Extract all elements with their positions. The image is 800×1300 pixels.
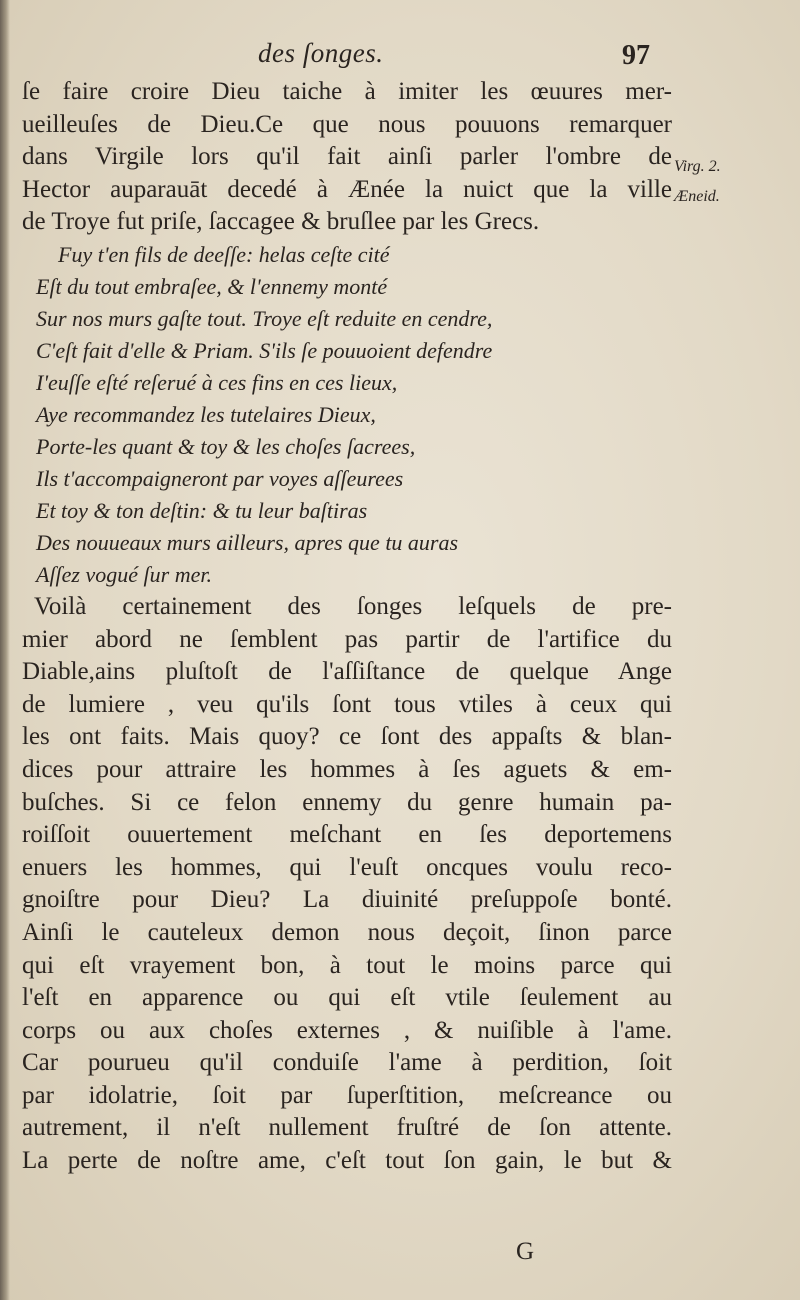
margin-notes (674, 152, 794, 212)
text-line: Voilà certainement des ſonges leſquels de pre- (34, 592, 672, 620)
margin-note: Æneid. (674, 188, 720, 205)
closing-paragraph (22, 591, 672, 1178)
verse-line: Aſſez vogué ſur mer. (36, 561, 212, 587)
verse-line: Eſt du tout embraſee, & l'ennemy monté (36, 273, 388, 299)
verse-line: Fuy t'en fils de deeſſe: helas ceſte cité (58, 241, 390, 267)
verse-line: I'euſſe eſté reſerué à ces fins en ces lieux, (36, 369, 398, 395)
page-header (0, 38, 800, 78)
intro-paragraph (22, 76, 672, 239)
page-body (22, 76, 672, 1178)
text-line: mier abord ne ſemblent pas partir de l'artifice du (22, 625, 672, 653)
verse-line: Sur nos murs gaſte tout. Troye eſt reduite en cendre, (36, 305, 493, 331)
verse-line: Aye recommandez les tutelaires Dieux, (36, 401, 376, 427)
verse-line: Ils t'accompaigneront par voyes aſſeurees (36, 465, 404, 491)
text-line: corps ou aux choſes externes , & nuiſible à l'ame. (22, 1016, 672, 1044)
text-line: gnoiſtre pour Dieu? La diuinité preſuppoſe bonté. (22, 886, 672, 914)
text-line: dices pour attraire les hommes à ſes aguets & em- (22, 755, 672, 783)
page-number: 97 (622, 40, 650, 71)
verse-line: C'eſt fait d'elle & Priam. S'ils ſe pouuoient defendre (36, 337, 493, 363)
text-line: enuers les hommes, qui l'euſt oncques voulu reco- (22, 853, 672, 881)
text-line: par idolatrie, ſoit par ſuperſtition, meſcreance ou (22, 1081, 672, 1109)
binding-shadow (0, 0, 10, 1300)
text-line: les ont faits. Mais quoy? ce ſont des appaſts & blan- (22, 723, 672, 751)
verse-line: Des nouueaux murs ailleurs, apres que tu auras (36, 529, 459, 555)
text-line: Hector auparauāt decedé à Ænée la nuict que la ville (22, 175, 672, 203)
margin-note: Virg. 2. (674, 158, 721, 175)
text-line: de lumiere , veu qu'ils ſont tous vtiles à ceux qui (22, 690, 672, 718)
verse-quotation (22, 239, 672, 591)
signature-mark: G (516, 1238, 535, 1265)
text-line: ueilleuſes de Dieu.Ce que nous pouuons remarquer (22, 110, 672, 138)
text-line: qui eſt vrayement bon, à tout le moins parce qui (22, 951, 672, 979)
text-line: roiſſoit ouuertement meſchant en ſes deportemens (22, 821, 672, 849)
text-line: La perte de noſtre ame, c'eſt tout ſon gain, le but & (22, 1147, 672, 1175)
verse-line: Et toy & ton deſtin: & tu leur baſtiras (36, 497, 368, 523)
verse-line: Porte-les quant & toy & les choſes ſacrees, (36, 433, 416, 459)
text-line: Car pourueu qu'il conduiſe l'ame à perdition, ſoit (22, 1049, 672, 1077)
running-head: des ſonges. (258, 38, 384, 68)
text-line: ſe faire croire Dieu taiche à imiter les œuures mer- (22, 78, 672, 105)
text-line: l'eſt en apparence ou qui eſt vtile ſeulement au (22, 984, 672, 1012)
text-line: Ainſi le cauteleux demon nous deçoit, ſinon parce (22, 918, 672, 946)
text-line: de Troye fut priſe, ſaccagee & bruſlee par les Grecs. (22, 208, 540, 236)
text-line: buſches. Si ce felon ennemy du genre humain pa- (22, 788, 672, 816)
text-line: dans Virgile lors qu'il fait ainſi parler l'ombre de (22, 143, 672, 171)
text-line: Diable,ains pluſtoſt de l'aſſiſtance de quelque Ange (22, 658, 672, 686)
text-line: autrement, il n'eſt nullement fruſtré de ſon attente. (22, 1114, 672, 1142)
